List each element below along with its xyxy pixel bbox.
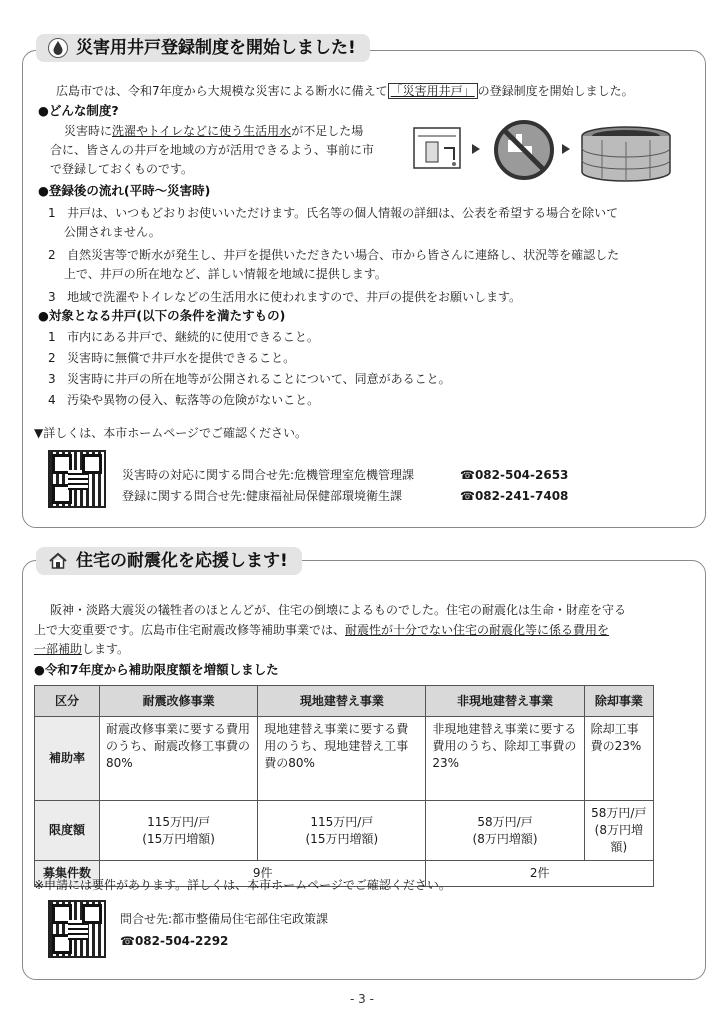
table-header-row bbox=[35, 686, 654, 717]
limit-label: 限度額 bbox=[35, 801, 100, 861]
header-demolition: 除却事業 bbox=[584, 686, 653, 717]
well-section-title: 災害用井戸登録制度を開始しました! bbox=[36, 34, 370, 62]
what-heading: ●どんな制度? bbox=[38, 103, 119, 118]
page-number: - 3 - bbox=[350, 992, 374, 1006]
limit-retrofit: 115万円/戸 (15万円増額) bbox=[100, 801, 258, 861]
no-water-faucet-icon bbox=[496, 122, 552, 178]
rate-retrofit: 耐震改修事業に要する費用のうち、耐震改修工事費の80% bbox=[100, 717, 258, 801]
table-row bbox=[35, 717, 654, 801]
disaster-contact-label: 災害時の対応に関する問合せ先:危機管理室危機管理課 bbox=[122, 468, 415, 482]
well-more-info: ▼詳しくは、本市ホームページでご確認ください。 bbox=[34, 426, 307, 440]
water-well-icon bbox=[582, 127, 670, 181]
house-icon bbox=[48, 551, 68, 571]
count-offsite-demolition: 2件 bbox=[426, 861, 654, 887]
housing-contact-phone[interactable]: ☎082-504-2292 bbox=[120, 934, 229, 948]
arrow-right-icon bbox=[562, 144, 570, 154]
qr-code-icon[interactable] bbox=[48, 450, 106, 508]
header-category: 区分 bbox=[35, 686, 100, 717]
well-intro: 広島市では、令和7年度から大規模な災害による断水に備えて 「災害用井戸」 の登録制度を開始しました。 bbox=[56, 84, 634, 98]
flow-heading: ●登録後の流れ(平時～災害時) bbox=[38, 183, 211, 198]
limit-offsite-rebuild: 58万円/戸 (8万円増額) bbox=[426, 801, 584, 861]
count-retrofit-rebuild: 9件 bbox=[100, 861, 426, 887]
header-retrofit: 耐震改修事業 bbox=[100, 686, 258, 717]
qr-code-icon[interactable] bbox=[48, 900, 106, 958]
housing-contact-label: 問合せ先:都市整備局住宅部住宅政策課 bbox=[120, 912, 329, 926]
target-item-4: 4 汚染や異物の侵入、転落等の危険がないこと。 bbox=[48, 393, 320, 407]
target-item-3: 3 災害時に井戸の所在地等が公開されることについて、同意があること。 bbox=[48, 372, 451, 386]
rate-offsite-rebuild: 非現地建替え事業に要する費用のうち、除却工事費の23% bbox=[426, 717, 584, 801]
retrofit-intro-3: 一部補助します。 bbox=[34, 642, 130, 656]
flow-item-3: 3 地域で洗濯やトイレなどの生活用水に使われますので、井戸の提供をお願いします。 bbox=[48, 290, 522, 304]
rate-demolition: 除却工事費の23% bbox=[584, 717, 653, 801]
retrofit-intro-1: 阪神・淡路大震災の犠牲者のほとんどが、住宅の倒壊によるものでした。住宅の耐震化は生命・財産を守る bbox=[50, 603, 627, 617]
target-item-2: 2 災害時に無償で井戸水を提供できること。 bbox=[48, 351, 296, 365]
subsidy-heading: ●令和7年度から補助限度額を増額しました bbox=[34, 662, 279, 677]
what-line-2: 合に、皆さんの井戸を地域の方が活用できるよう、事前に市 bbox=[50, 143, 375, 157]
retrofit-intro-2: 上で大変重要です。広島市住宅耐震改修等補助事業では、耐震性が十分でない住宅の耐震化等に係る費用を bbox=[34, 623, 610, 637]
limit-demolition: 58万円/戸 (8万円増額) bbox=[584, 801, 653, 861]
arrow-right-icon bbox=[472, 144, 480, 154]
what-line-1: 災害時に洗濯やトイレなどに使う生活用水が不足した場 bbox=[64, 124, 364, 138]
flow-item-2: 2 自然災害等で断水が発生し、井戸を提供いただきたい場合、市から皆さんに連絡し、状況等を確認した bbox=[48, 248, 620, 262]
water-drop-icon bbox=[48, 38, 68, 58]
retrofit-section-title: 住宅の耐震化を応援します! bbox=[36, 547, 302, 575]
count-label: 募集件数 bbox=[35, 861, 100, 887]
flow-item-1: 1 井戸は、いつもどおりお使いいただけます。氏名等の個人情報の詳細は、公表を希望する場合を除いて bbox=[48, 206, 619, 220]
limit-onsite-rebuild: 115万円/戸 (15万円増額) bbox=[258, 801, 426, 861]
header-onsite-rebuild: 現地建替え事業 bbox=[258, 686, 426, 717]
table-row bbox=[35, 801, 654, 861]
target-item-1: 1 市内にある井戸で、継続的に使用できること。 bbox=[48, 330, 319, 344]
building-pipe-icon bbox=[414, 128, 460, 168]
registration-contact-phone[interactable]: ☎082-241-7408 bbox=[460, 489, 569, 503]
rate-onsite-rebuild: 現地建替え事業に要する費用のうち、現地建替え工事費の80% bbox=[258, 717, 426, 801]
flow-item-1-cont: 公開されません。 bbox=[64, 225, 161, 239]
rate-label: 補助率 bbox=[35, 717, 100, 801]
registration-contact-label: 登録に関する問合せ先:健康福祉局保健部環境衛生課 bbox=[122, 489, 403, 503]
well-illustration bbox=[412, 118, 692, 186]
flow-item-2-cont: 上で、井戸の所在地など、詳しい情報を地域に提供します。 bbox=[64, 267, 387, 281]
what-line-3: で登録しておくものです。 bbox=[50, 162, 194, 176]
subsidy-table bbox=[34, 685, 654, 887]
disaster-contact-phone[interactable]: ☎082-504-2653 bbox=[460, 468, 569, 482]
application-note: ※申請には要件があります。詳しくは、本市ホームページでご確認ください。 bbox=[34, 878, 451, 892]
target-heading: ●対象となる井戸(以下の条件を満たすもの) bbox=[38, 308, 286, 323]
header-offsite-rebuild: 非現地建替え事業 bbox=[426, 686, 584, 717]
